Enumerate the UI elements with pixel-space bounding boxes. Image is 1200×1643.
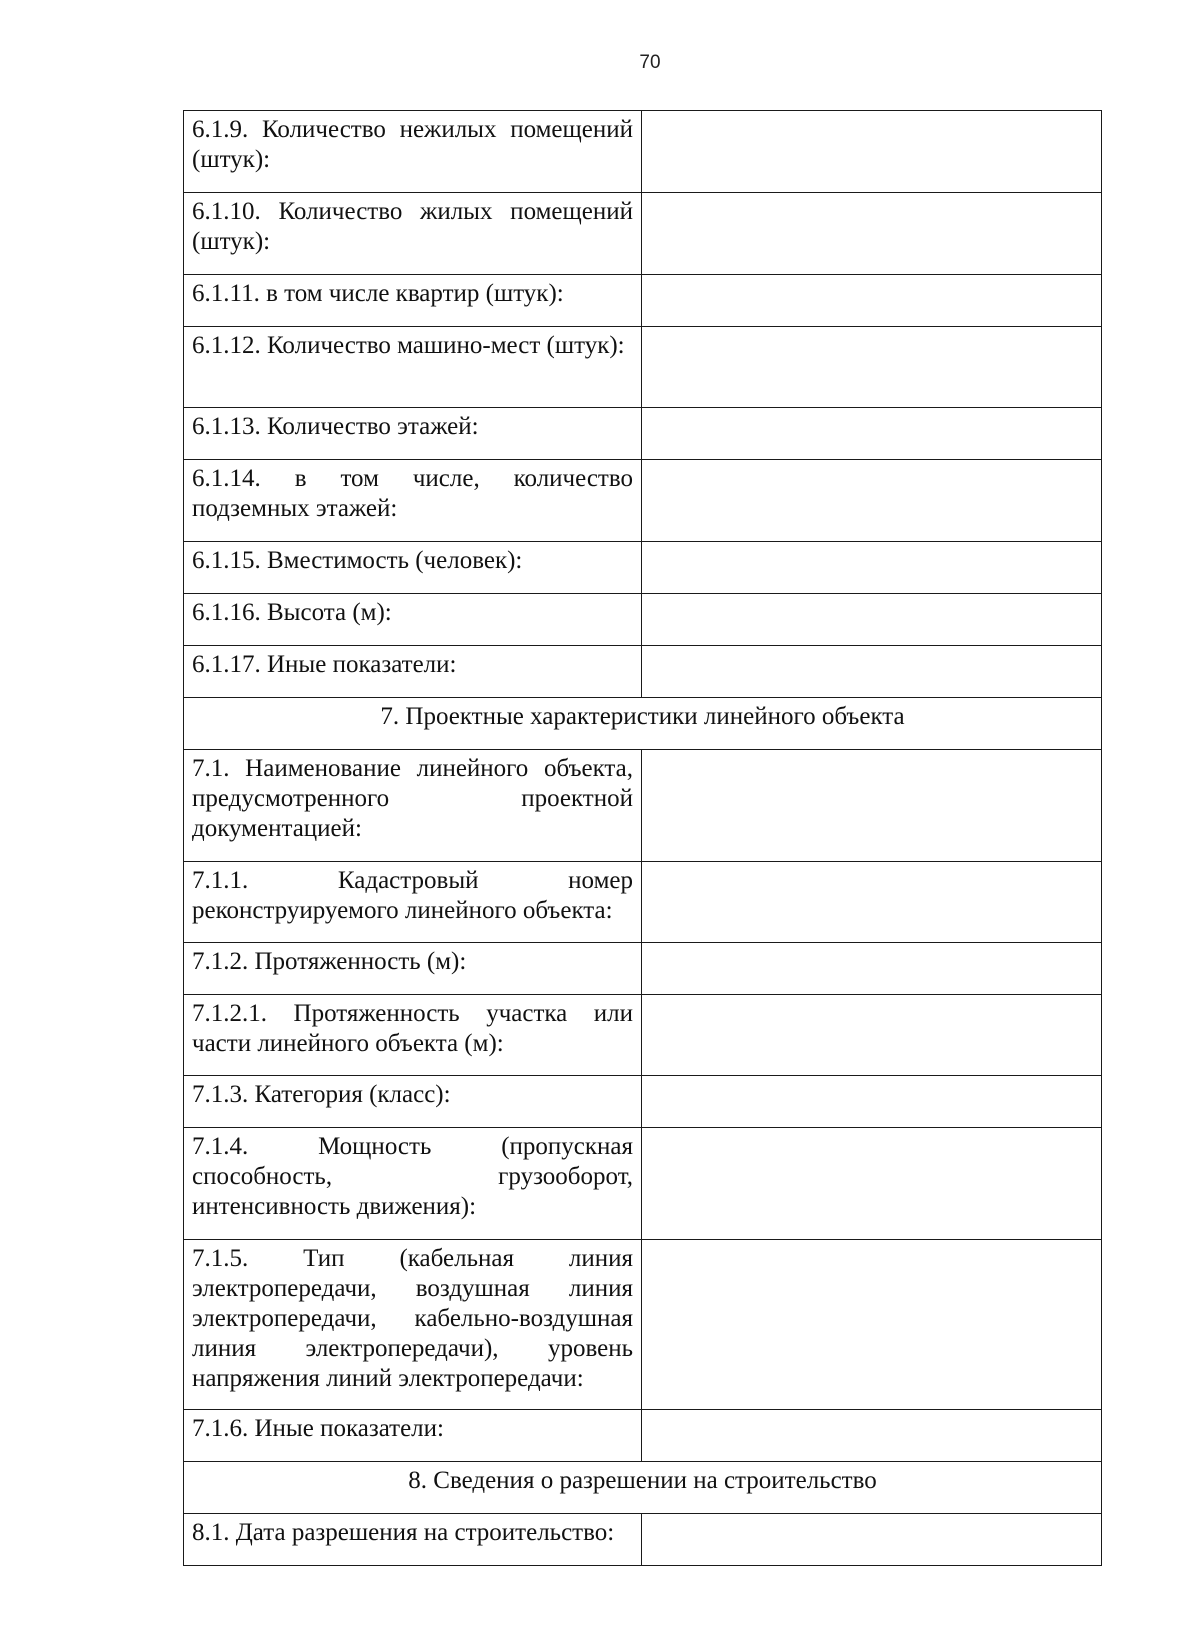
- table-row: [184, 943, 1102, 995]
- field-label: 7.1.3. Категория (класс):: [184, 1076, 642, 1128]
- page-number: 70: [639, 52, 661, 73]
- field-value[interactable]: [642, 995, 1102, 1076]
- table-row: [184, 1128, 1102, 1240]
- table-row: [184, 1514, 1102, 1566]
- field-label: 6.1.11. в том числе квартир (штук):: [184, 275, 642, 327]
- field-label: 6.1.17. Иные показатели:: [184, 646, 642, 698]
- table-row: [184, 750, 1102, 862]
- field-label: 7.1.6. Иные показатели:: [184, 1410, 642, 1462]
- field-value[interactable]: [642, 460, 1102, 542]
- section-heading: 8. Сведения о разрешении на строительство: [184, 1462, 1102, 1514]
- field-value[interactable]: [642, 750, 1102, 862]
- section-heading: 7. Проектные характеристики линейного объекта: [184, 698, 1102, 750]
- field-value[interactable]: [642, 327, 1102, 408]
- table-row: [184, 327, 1102, 408]
- field-label: 6.1.9. Количество нежилых помещений (штук):: [184, 111, 642, 193]
- field-label: 7.1.4. Мощность (пропускная способность, грузооборот, интенсивность движения):: [184, 1128, 642, 1240]
- field-label: 7.1. Наименование линейного объекта, предусмотренного проектной документацией:: [184, 750, 642, 862]
- section-row: [184, 698, 1102, 750]
- field-value[interactable]: [642, 1514, 1102, 1566]
- table-row: [184, 408, 1102, 460]
- field-label: 7.1.2.1. Протяженность участка или части линейного объекта (м):: [184, 995, 642, 1076]
- field-value[interactable]: [642, 408, 1102, 460]
- field-value[interactable]: [642, 1076, 1102, 1128]
- table-row: [184, 111, 1102, 193]
- field-value[interactable]: [642, 111, 1102, 193]
- field-value[interactable]: [642, 1128, 1102, 1240]
- field-label: 6.1.10. Количество жилых помещений (штук):: [184, 193, 642, 275]
- field-value[interactable]: [642, 862, 1102, 943]
- field-value[interactable]: [642, 275, 1102, 327]
- field-value[interactable]: [642, 1410, 1102, 1462]
- field-value[interactable]: [642, 646, 1102, 698]
- table-row: [184, 193, 1102, 275]
- field-label: 6.1.15. Вместимость (человек):: [184, 542, 642, 594]
- field-value[interactable]: [642, 594, 1102, 646]
- table-row: [184, 460, 1102, 542]
- field-value[interactable]: [642, 943, 1102, 995]
- section-row: [184, 1462, 1102, 1514]
- field-value[interactable]: [642, 542, 1102, 594]
- table-row: [184, 542, 1102, 594]
- field-label: 7.1.2. Протяженность (м):: [184, 943, 642, 995]
- form-table: [183, 110, 1102, 1566]
- field-label: 7.1.5. Тип (кабельная линия электропередачи, воздушная линия электропередачи, кабельно-воздушная линия электропередачи), уровень напряжения линий электропередачи:: [184, 1240, 642, 1410]
- field-label: 7.1.1. Кадастровый номер реконструируемого линейного объекта:: [184, 862, 642, 943]
- field-value[interactable]: [642, 193, 1102, 275]
- table-row: [184, 594, 1102, 646]
- field-label: 6.1.12. Количество машино-мест (штук):: [184, 327, 642, 408]
- table-row: [184, 1240, 1102, 1410]
- field-label: 6.1.14. в том числе, количество подземных этажей:: [184, 460, 642, 542]
- table-row: [184, 1410, 1102, 1462]
- field-value[interactable]: [642, 1240, 1102, 1410]
- table-row: [184, 1076, 1102, 1128]
- field-label: 6.1.13. Количество этажей:: [184, 408, 642, 460]
- field-label: 6.1.16. Высота (м):: [184, 594, 642, 646]
- field-label: 8.1. Дата разрешения на строительство:: [184, 1514, 642, 1566]
- table-row: [184, 995, 1102, 1076]
- table-row: [184, 646, 1102, 698]
- table-row: [184, 275, 1102, 327]
- table-row: [184, 862, 1102, 943]
